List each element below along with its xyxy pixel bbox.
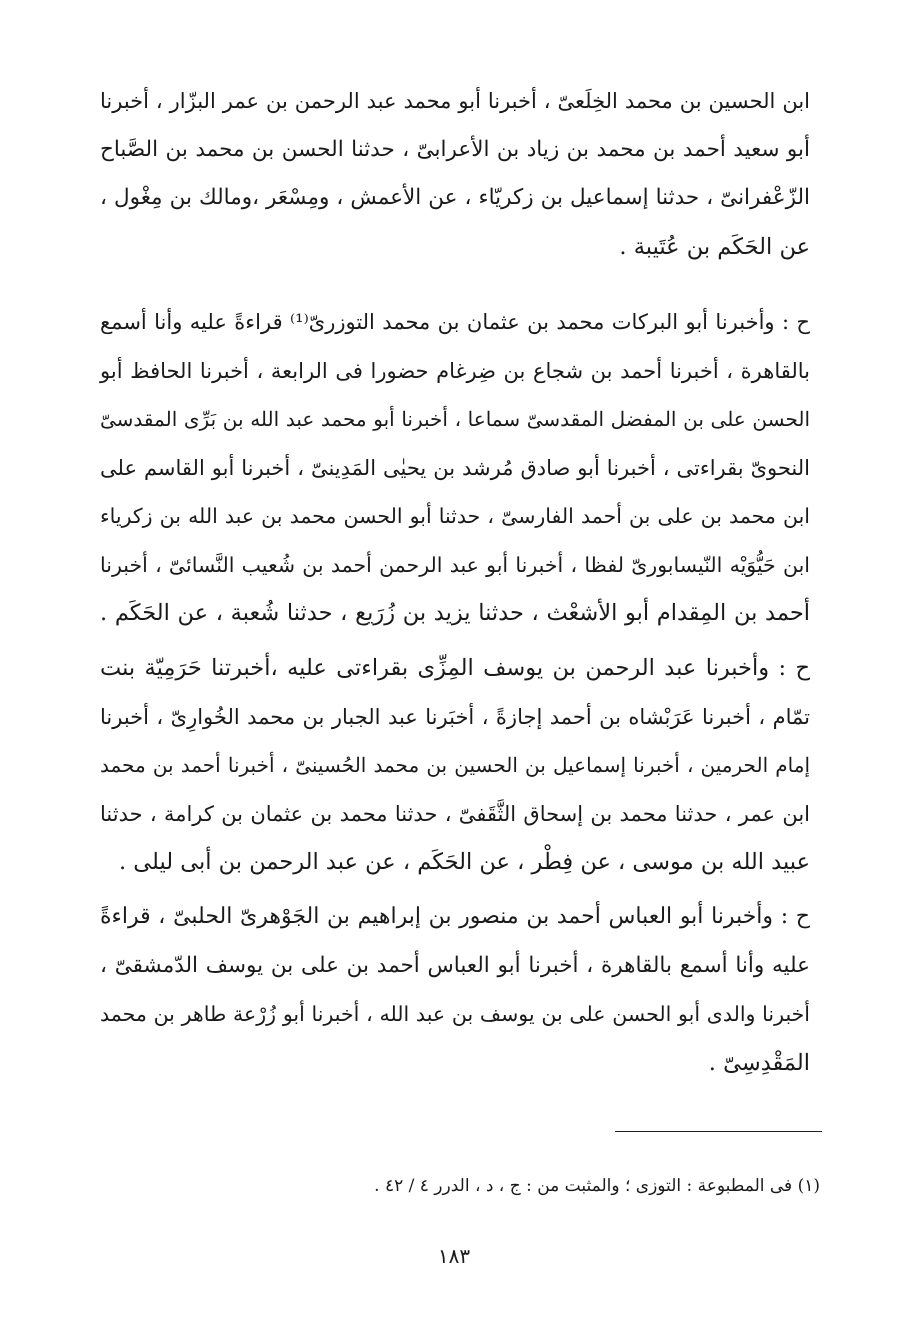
text-line: بالقاهرة ، أخبرنا أحمد بن شجاع بن ضِرغام حضورا فى الرابعة ، أخبرنا الحافظ أبو [100, 358, 810, 383]
footnote: (١) فى المطبوعة : التوزى ؛ والمثبت من : ج ، د ، الدرر ٤ / ٤٢ . [374, 1176, 820, 1196]
text-line: أبو سعيد أحمد بن محمد بن زياد بن الأعرابىّ ، حدثنا الحسن بن محمد بن الصَّباح [100, 136, 810, 162]
text-line: ابن عمر ، حدثنا محمد بن إسحاق الثَّقَفىّ ، حدثنا محمد بن عثمان بن كرامة ، حدثنا [100, 801, 810, 826]
text-line: ح : وأخبرنا عبد الرحمن بن يوسف المِزِّى بقراءتى عليه ،أخبرتنا حَرَمِيّة بنت [100, 655, 810, 681]
paragraph-3 [100, 644, 810, 887]
text-line: عبيد الله بن موسى ، عن فِطْر ، عن الحَكَم ، عن عبد الرحمن بن أبى ليلى . [118, 849, 810, 875]
text-line: الزّعْفرانىّ ، حدثنا إسماعيل بن زكريّاء ، عن الأعمش ، ومِسْعَر ،ومالك بن مِغْول ، [100, 185, 810, 210]
text-line: إمام الحرمين ، أخبرنا إسماعيل بن الحسين بن محمد الحُسينىّ ، أخبرنا أحمد بن محمد [100, 753, 810, 777]
paragraph-1 [100, 77, 810, 271]
paragraph-2 [100, 298, 810, 638]
text-line: ابن حَيُّوَيْه النّيسابورىّ لفظا ، أخبرنا أبو عبد الرحمن أحمد بن شُعيب النَّسائىّ ، أخبرنا [100, 552, 810, 577]
text-line: المَقْدِسِىّ . [708, 1049, 810, 1076]
text-line: أحمد بن المِقدام أبو الأشعْث ، حدثنا يزيد بن زُرَيع ، حدثنا شُعبة ، عن الحَكَم . [100, 600, 810, 626]
text-line: ح : وأخبرنا أبو البركات محمد بن عثمان بن محمد التوزرىّ⁽¹⁾ قراءةً عليه وأنا أسمع [100, 310, 810, 334]
paragraph-4 [100, 893, 810, 1087]
text-line: ح : وأخبرنا أبو العباس أحمد بن منصور بن إبراهيم بن الجَوْهرىّ الحلبىّ ، قراءةً [100, 904, 810, 929]
text-line: عليه وأنا أسمع بالقاهرة ، أخبرنا أبو العباس أحمد بن على بن يوسف الدّمشقىّ ، [100, 952, 810, 978]
text-line: النحوىّ بقراءتى ، أخبرنا أبو صادق مُرشد بن يحيٰى المَدِينىّ ، أخبرنا أبو القاسم على [100, 455, 810, 480]
text-line: أخبرنا والدى أبو الحسن على بن يوسف بن عبد الله ، أخبرنا أبو زُرْعة طاهر بن محمد [100, 1002, 810, 1026]
text-line: ابن الحسين بن محمد الخِلَعىّ ، أخبرنا أبو محمد عبد الرحمن بن عمر البزّار ، أخبرنا [100, 89, 810, 113]
text-line: الحسن على بن المفضل المقدسىّ سماعا ، أخبرنا أبو محمد عبد الله بن بَرِّى المقدسىّ [100, 407, 810, 431]
text-line: عن الحَكَم بن عُتَيبة . [619, 233, 810, 260]
footnote-separator [615, 1131, 822, 1132]
page-number: ١٨٣ [437, 1244, 471, 1268]
text-line: تمّام ، أخبرنا عَرَبْشاه بن أحمد إجازةً ، أخبَرنا عبد الجبار بن محمد الخُوارِىّ ، أخبرنا [100, 704, 810, 729]
text-line: ابن محمد بن على بن أحمد الفارسىّ ، حدثنا أبو الحسن محمد بن عبد الله بن زكرياء [100, 504, 810, 528]
